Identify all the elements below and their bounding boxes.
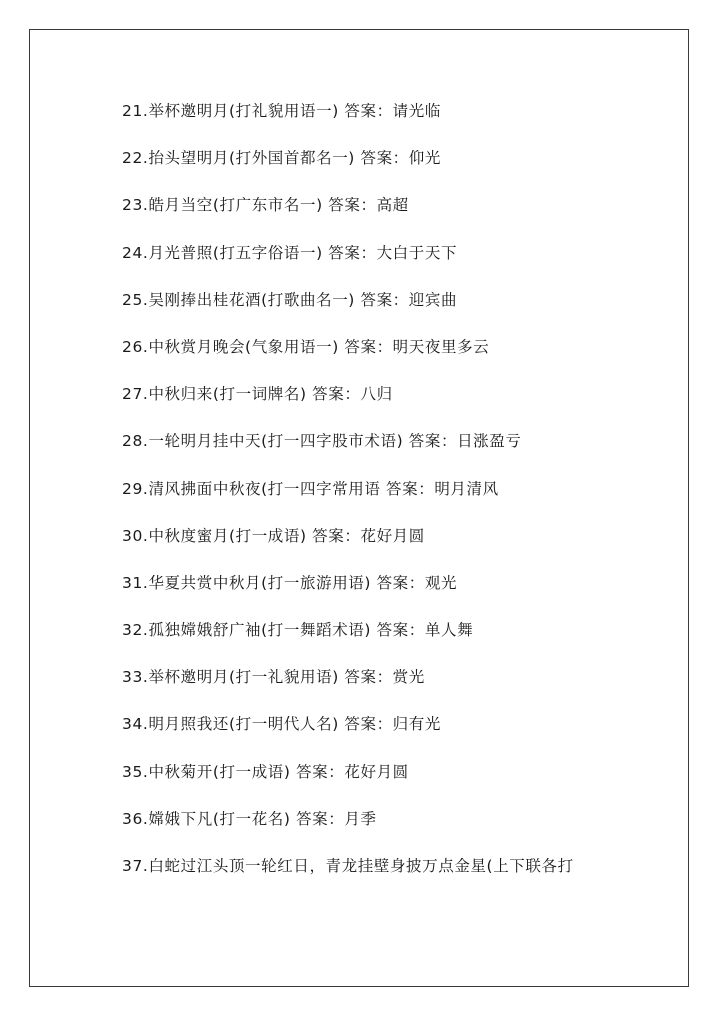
riddle-line-27: 27.中秋归来(打一词牌名) 答案：八归 xyxy=(122,385,393,404)
riddle-line-29: 29.清风拂面中秋夜(打一四字常用语 答案：明月清风 xyxy=(122,479,499,498)
riddle-line-37: 37.白蛇过江头顶一轮红日，青龙挂壁身披万点金星(上下联各打 xyxy=(122,857,574,875)
riddle-line-33: 33.举杯邀明月(打一礼貌用语) 答案：赏光 xyxy=(122,668,425,687)
riddle-line-34: 34.明月照我还(打一明代人名) 答案：归有光 xyxy=(122,715,441,734)
riddle-line-26: 26.中秋赏月晚会(气象用语一) 答案：明天夜里多云 xyxy=(122,337,490,356)
riddle-line-36: 36.嫦娥下凡(打一花名) 答案：月季 xyxy=(122,809,377,828)
riddle-line-25: 25.吴刚捧出桂花酒(打歌曲名一) 答案：迎宾曲 xyxy=(122,290,458,309)
riddle-line-35: 35.中秋菊开(打一成语) 答案：花好月圆 xyxy=(122,762,409,781)
riddle-line-30: 30.中秋度蜜月(打一成语) 答案：花好月圆 xyxy=(122,526,425,545)
riddle-line-22: 22.抬头望明月(打外国首都名一) 答案：仰光 xyxy=(122,149,441,168)
riddle-line-32: 32.孤独嫦娥舒广袖(打一舞蹈术语) 答案：单人舞 xyxy=(122,621,474,640)
riddle-line-24: 24.月光普照(打五字俗语一) 答案：大白于天下 xyxy=(122,243,458,262)
riddle-line-31: 31.华夏共赏中秋月(打一旅游用语) 答案：观光 xyxy=(122,573,458,592)
riddle-line-23: 23.皓月当空(打广东市名一) 答案：高超 xyxy=(122,196,409,215)
riddle-line-28: 28.一轮明月挂中天(打一四字股市术语) 答案：日涨盈亏 xyxy=(122,432,522,451)
riddle-list xyxy=(122,98,682,900)
riddle-line-21: 21.举杯邀明月(打礼貌用语一) 答案：请光临 xyxy=(122,102,441,120)
